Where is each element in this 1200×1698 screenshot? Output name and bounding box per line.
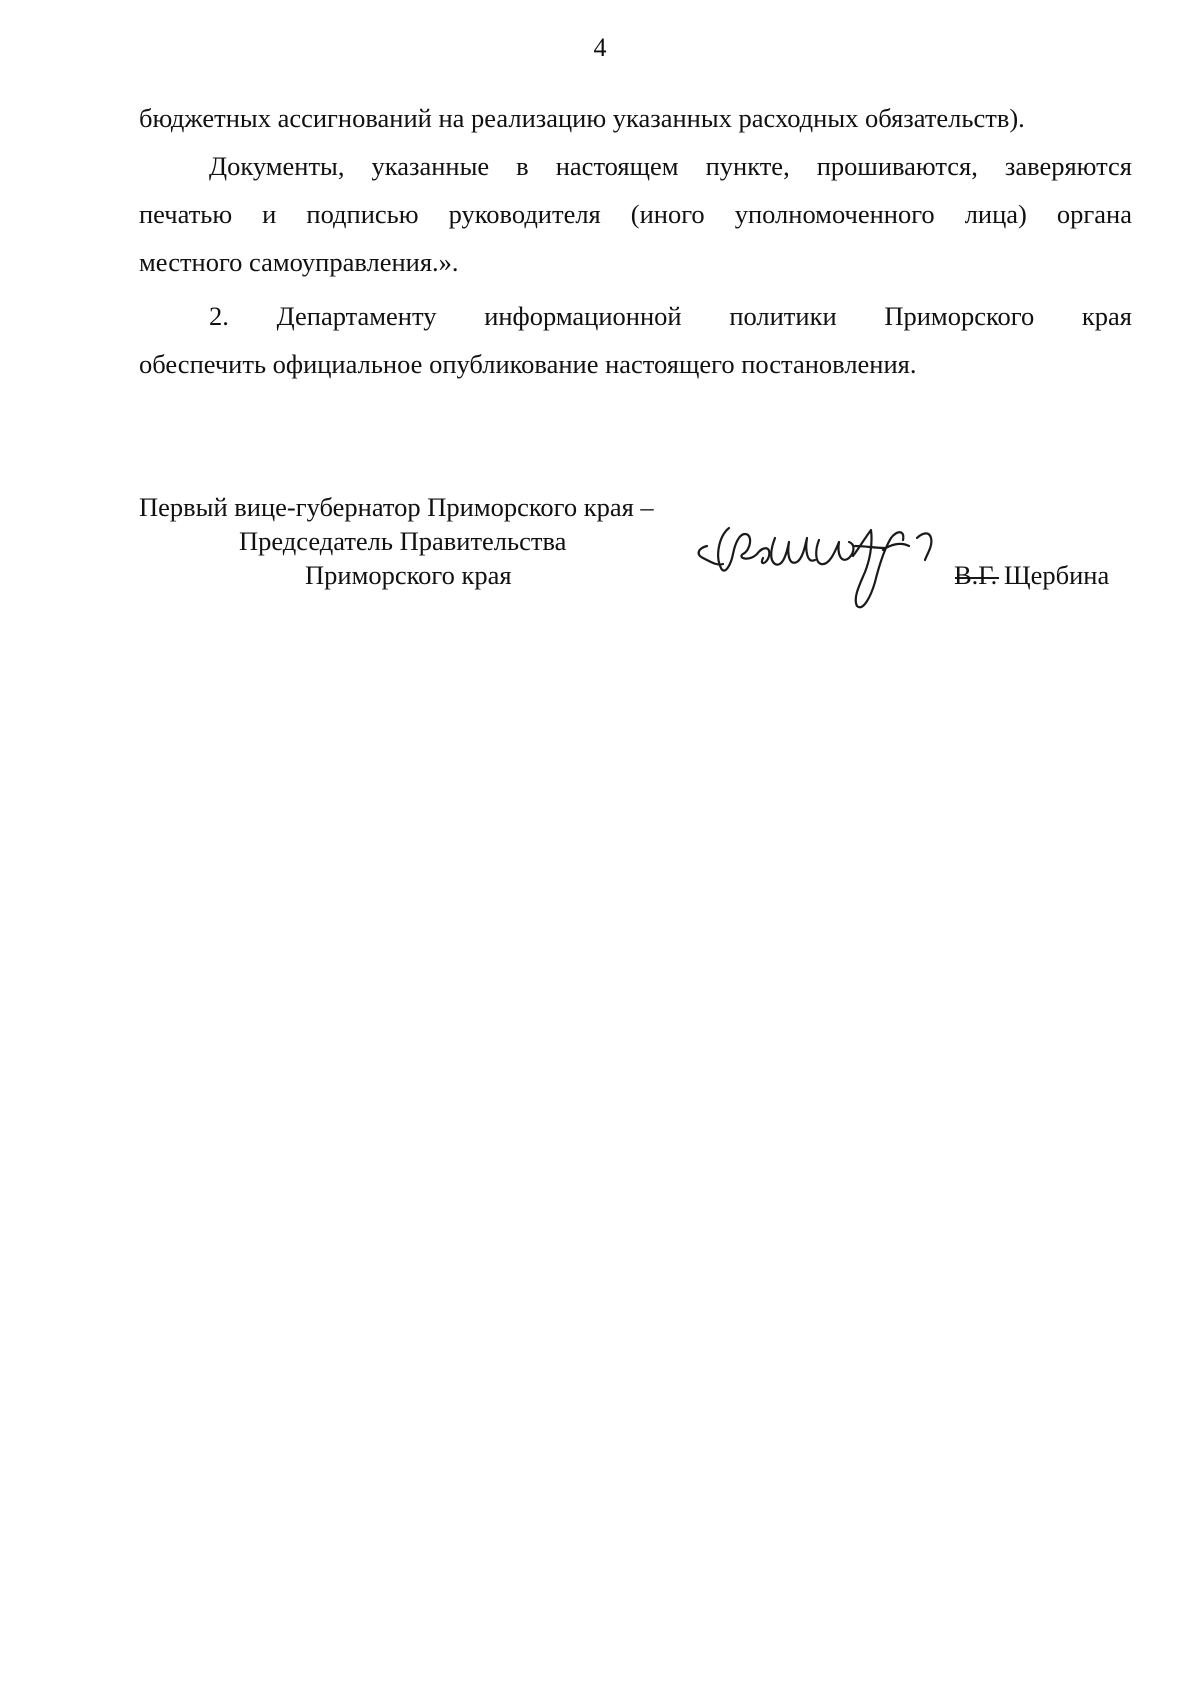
signature-block [139, 490, 1132, 650]
paragraph-budget-continuation [139, 94, 1132, 142]
text-line: 2. Департаменту информационной политики Приморского края [209, 301, 1132, 331]
text-line: печатью и подписью руководителя (иного уполномоченного лица) органа [139, 199, 1132, 229]
paragraph-publication-order [139, 292, 1132, 388]
signatory-title-line: Приморского края [305, 560, 512, 590]
page-number: 4 [593, 33, 607, 62]
signer-name: В.Г. Щербина [954, 560, 1110, 590]
signature-strokes [699, 528, 932, 607]
paragraph-documents [139, 142, 1132, 286]
signatory-title-line: Председатель Правительства [239, 526, 567, 556]
text-line: Документы, указанные в настоящем пункте, прошиваются, заверяются [209, 151, 1132, 181]
text-line: обеспечить официальное опубликование настоящего постановления. [139, 349, 917, 379]
text-line: местного самоуправления.». [139, 247, 459, 277]
signatory-title-line: Первый вице-губернатор Приморского края – [139, 492, 654, 522]
text-line: бюджетных ассигнований на реализацию указанных расходных обязательств). [139, 103, 1025, 133]
